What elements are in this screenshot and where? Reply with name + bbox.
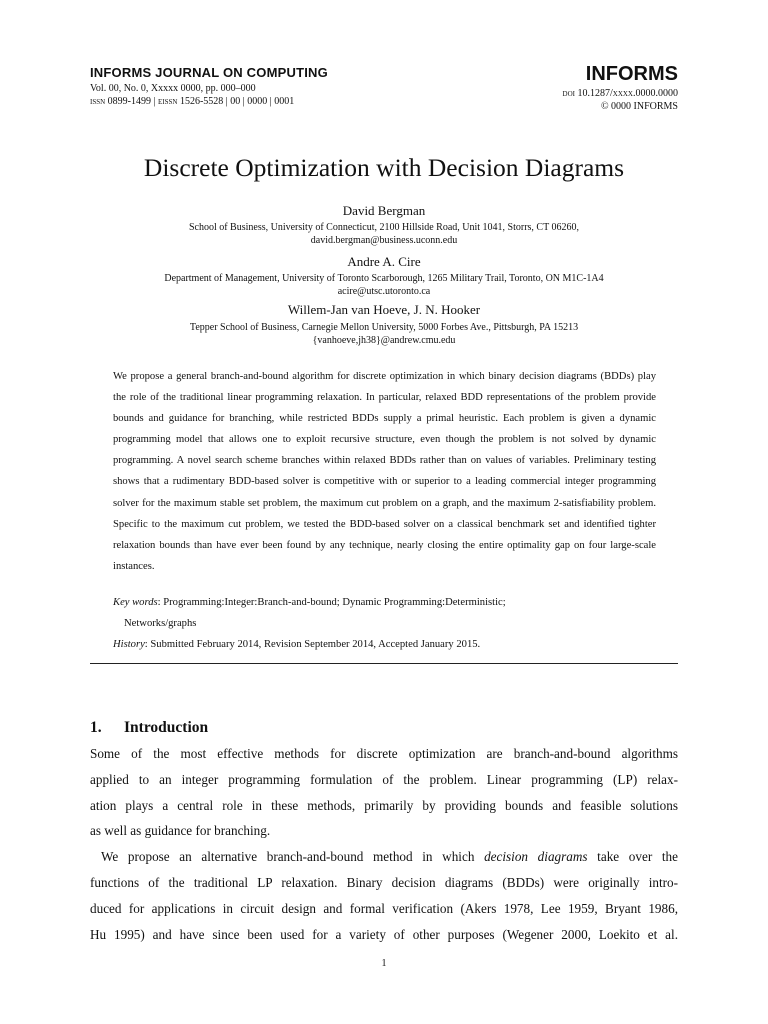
affiliation-line: School of Business, University of Connecticut, 2100 Hillside Road, Unit 1041, Storrs, CT 06260, [188, 222, 580, 233]
emphasis-text: decision diagrams [484, 849, 588, 865]
body-line: Some of the most effective methods for discrete optimization are branch-and-bound algorithms [90, 746, 678, 761]
body-line: duced for applications in circuit design and formal verification (Akers 1978, Lee 1959, Bryant 1986, [90, 900, 678, 916]
author-name: David Bergman [342, 203, 426, 218]
history-line: History: Submitted February 2014, Revision September 2014, Accepted January 2015. [113, 639, 481, 650]
affiliation-line: Tepper School of Business, Carnegie Mellon University, 5000 Forbes Ave., Pittsburgh, PA 15213 [189, 322, 579, 333]
author-name: Andre A. Cire [347, 254, 421, 269]
author-name: Willem-Jan van Hoeve, J. N. Hooker [287, 302, 481, 317]
body-line: applied to an integer programming formulation of the problem. Linear programming (LP) relax- [90, 771, 678, 787]
section-heading [90, 719, 208, 737]
body-line: functions of the traditional LP relaxation. Binary decision diagrams (BDDs) were originally intro- [90, 874, 678, 890]
author-email: david.bergman@business.uconn.edu [310, 235, 458, 246]
body-line: Hu 1995) and have since been used for a variety of other purposes (Wegener 2000, Loekito et al. [90, 926, 678, 942]
keywords-text: Programming:Integer:Branch-and-bound; Dynamic Programming:Deterministic; [163, 597, 506, 608]
author-email: {vanhoeve,jh38}@andrew.cmu.edu [312, 335, 456, 346]
body-text-run: take over the [587, 849, 678, 865]
author-affiliation [0, 221, 768, 247]
author-affiliation [0, 321, 768, 347]
author-affiliation [0, 272, 768, 298]
copyright-line: © 0000 INFORMS [600, 101, 678, 112]
section-number: 1. [90, 719, 102, 736]
doi-meta [563, 87, 678, 113]
doi-line: doi 10.1287/xxxx.0000.0000 [562, 88, 678, 99]
keywords-label: Key words [113, 597, 158, 608]
keywords-continuation: Networks/graphs [124, 618, 197, 629]
body-line [90, 844, 678, 870]
history-label: History [113, 639, 145, 650]
body-text [90, 741, 678, 947]
body-text-run: We propose an alternative branch-and-bound method in which [101, 849, 485, 865]
history-text: Submitted February 2014, Revision September 2014, Accepted January 2015. [150, 639, 481, 650]
abstract: We propose a general branch-and-bound algorithm for discrete optimization in which binary decision diagrams (BDDs) play the role of the traditional linear programming relaxation. In particular, relaxed BDD representations of the problem provide bounds and guidance for branching, while restricted BDDs supply a primal heuristic. Each problem is given a dynamic programming model that allows one to exploit recursive structure, even though the problem is not solved by dynamic programming. A novel search scheme branches within relaxed BDDs rather than on values of variables. Preliminary testing shows that a rudimentary BDD-based solver is competitive with or superior to a leading commercial integer programming solver for the maximum stable set problem, the maximum cut problem on a graph, and the maximum 2-satisfiability problem. Specific to the maximum cut problem, we tested the BDD-based solver on a classical benchmark set and identified tighter relaxation bounds than have ever been found by any technique, nearly closing the entire optimality gap on four large-scale instances. [113, 371, 656, 572]
page-number: 1 [381, 958, 387, 969]
journal-meta [90, 82, 294, 108]
journal-name: INFORMS JOURNAL ON COMPUTING [90, 65, 328, 80]
keywords-line: Key words: Programming:Integer:Branch-and-bound; Dynamic Programming:Deterministic; [113, 597, 506, 608]
paper-title: Discrete Optimization with Decision Diagrams [143, 153, 625, 182]
author-email: acire@utsc.utoronto.ca [337, 286, 431, 297]
divider [90, 663, 678, 664]
keywords-block [113, 592, 656, 655]
affiliation-line: Department of Management, University of Toronto Scarborough, 1265 Military Trail, Toronto, ON M1C-1A4 [164, 273, 604, 284]
issn-line: issn 0899-1499 | eissn 1526-5528 | 00 | 0000 | 0001 [90, 96, 295, 107]
volume-line: Vol. 00, No. 0, Xxxxx 0000, pp. 000–000 [90, 83, 256, 94]
informs-logo: INFORMS [585, 63, 678, 85]
body-line: as well as guidance for branching. [90, 823, 271, 839]
body-line: ation plays a central role in these methods, primarily by providing bounds and feasible solutions [90, 797, 678, 813]
section-title: Introduction [124, 719, 209, 736]
